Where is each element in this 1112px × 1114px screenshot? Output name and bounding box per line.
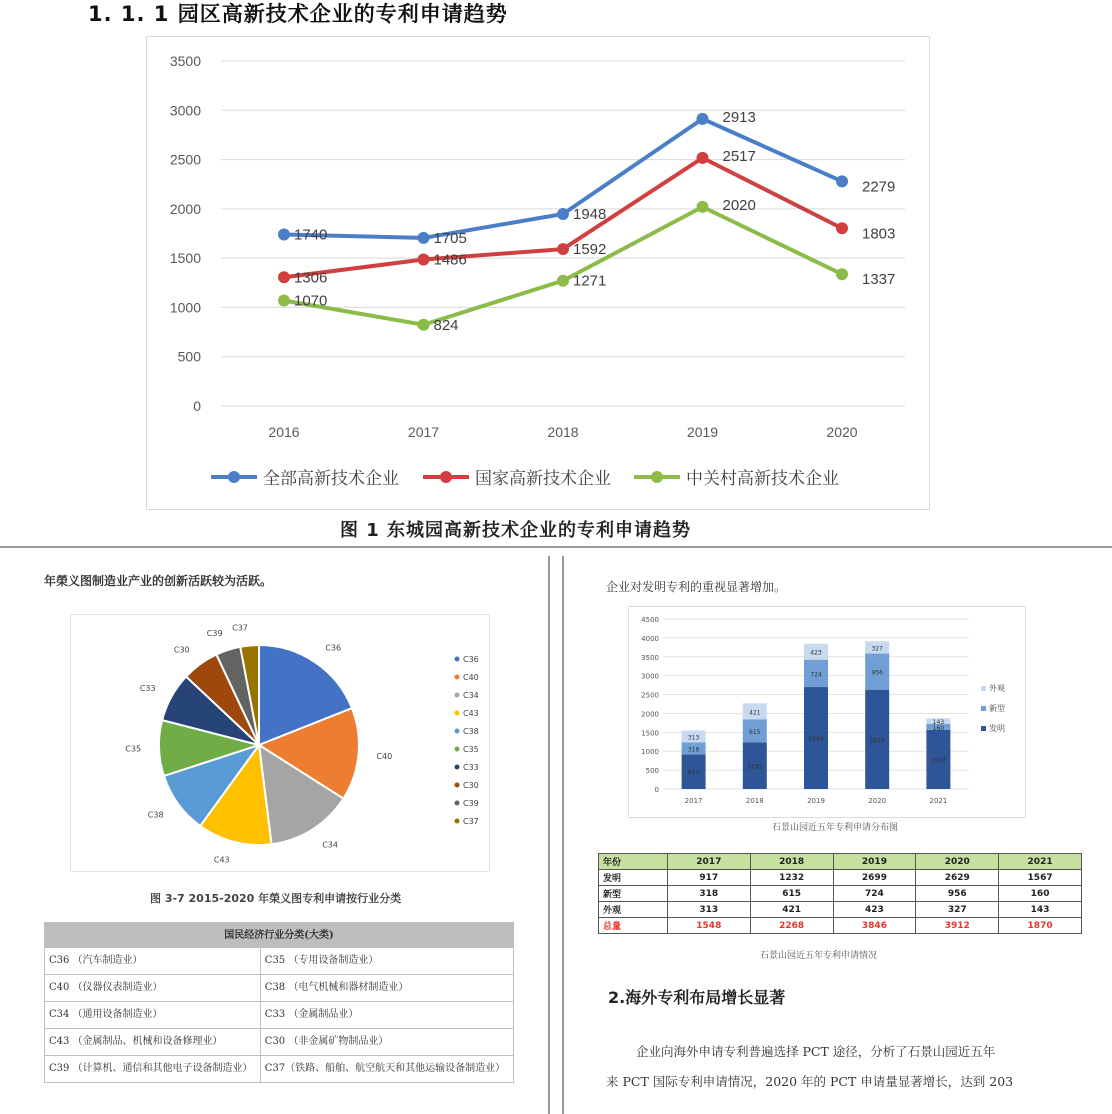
legend-label: C36 [463,655,479,664]
legend-marker [455,765,460,770]
data-label: 824 [433,316,459,334]
y-tick-label: 2500 [641,691,659,700]
legend-label: C35 [463,745,479,754]
table-cell: 3912 [916,918,999,934]
body-text-line-2: 来 PCT 国际专利申请情况，2020 年的 PCT 申请量显著增长，达到 203 [606,1074,1014,1089]
body-text-line-1: 企业向海外申请专利普遍选择 PCT 途径，分析了石景山园近五年 [636,1044,996,1059]
table-cell: 318 [667,886,750,902]
table-cell: 160 [999,886,1082,902]
header-cell: 2017 [667,854,750,870]
legend-label: 全部高新技术企业 [263,469,399,489]
y-tick-label: 4000 [641,634,659,643]
bar-value-label: 143 [932,719,945,727]
data-point [697,201,709,213]
data-label: 2913 [722,108,756,126]
header-cell: 2020 [916,854,999,870]
x-tick-label: 2016 [268,424,300,440]
table-header-row [599,854,1082,870]
x-tick-label: 2020 [826,424,858,440]
legend-label: C40 [463,673,479,682]
legend-label: 新型 [989,704,1005,713]
legend-label: 外观 [989,684,1005,693]
data-label: 2279 [862,178,896,196]
section-2-title: 2.海外专利布局增长显著 [608,988,786,1007]
header-cell: 年份 [599,854,668,870]
yearly-patent-table [598,853,1082,934]
legend-swatch-marker [228,471,240,483]
data-label: 1803 [862,225,896,243]
legend-marker [455,783,460,788]
legend-swatch-marker [651,471,663,483]
x-tick-label: 2017 [407,424,440,440]
legend-marker [455,747,460,752]
y-tick-label: 3500 [641,653,659,662]
y-tick-label: 2000 [641,710,659,719]
data-point [278,271,290,283]
table-cell: 313 [667,902,750,918]
table-cell: 2699 [833,870,916,886]
y-tick-label: 0 [193,398,201,414]
table-row [45,975,514,1002]
slice-label: C30 [173,645,190,655]
data-point [557,208,569,220]
top-panel [0,0,1112,548]
data-point [697,152,709,164]
legend-marker [455,693,460,698]
legend-label: C38 [463,727,479,736]
x-tick-label: 2021 [929,797,948,805]
data-label: 1948 [573,205,607,223]
slice-label: C40 [376,752,393,762]
data-point [418,254,430,266]
table-cell: 3846 [833,918,916,934]
table-row [45,1002,514,1029]
table-cell: C39 （计算机、通信和其他电子设备制造业） [45,1056,261,1083]
table-cell: 新型 [599,886,668,902]
data-point [836,175,848,187]
pie-chart [71,615,489,871]
bar-value-label: 327 [871,645,883,653]
slice-label: C34 [322,840,338,850]
table-row [45,1029,514,1056]
data-point [557,243,569,255]
bar-value-label: 160 [932,724,945,732]
legend-label: C39 [463,799,479,808]
industry-table-header: 国民经济行业分类(大类) [45,923,514,948]
x-tick-label: 2020 [868,797,887,805]
bar-value-label: 423 [810,649,822,657]
table-row [45,1056,514,1083]
slice-label: C33 [139,684,156,694]
table-row [599,902,1082,918]
data-label: 1271 [573,272,607,290]
legend-label: C43 [463,709,479,718]
table-cell: 327 [916,902,999,918]
slice-label: C39 [206,628,223,638]
slice-label: C36 [325,643,342,653]
bar-chart-frame [628,606,1026,818]
table-row [599,870,1082,886]
table-cell: 外观 [599,902,668,918]
slice-label: C37 [232,623,248,633]
y-tick-label: 3500 [169,53,201,69]
table-cell: 1567 [999,870,1082,886]
table-cell: C30 （非金属矿物制品业） [260,1029,513,1056]
data-point [836,222,848,234]
legend-marker [455,729,460,734]
table-cell: C34 （通用设备制造业） [45,1002,261,1029]
x-tick-label: 2017 [684,797,703,805]
table-cell: 总量 [599,918,668,934]
legend-marker [455,711,460,716]
legend-label: 中关村高新技术企业 [686,469,839,489]
bar-value-label: 318 [687,746,700,754]
table-cell: C35 （专用设备制造业） [260,948,513,975]
line-chart [147,37,929,509]
data-point [278,228,290,240]
y-tick-label: 1000 [169,299,201,316]
table-cell: 423 [833,902,916,918]
legend-swatch [981,706,986,711]
legend-label: 发明 [989,724,1005,733]
table-cell: 956 [916,886,999,902]
table-cell: 1548 [667,918,750,934]
data-point [418,232,430,244]
table-row [599,918,1082,934]
table-cell: C37（铁路、船舶、航空航天和其他运输设备制造业） [260,1056,513,1083]
slice-label: C38 [147,810,164,820]
table-cell: 143 [999,902,1082,918]
bar-value-label: 2699 [808,736,824,744]
y-tick-label: 1500 [641,729,659,738]
data-label: 1337 [862,271,896,289]
table-cell: C43 （金属制品、机械和设备修理业） [45,1029,261,1056]
legend-swatch [981,726,986,731]
legend-marker [455,801,460,806]
legend-label: C30 [463,781,479,790]
data-point [836,268,848,280]
bar-value-label: 917 [687,769,700,777]
header-cell: 2019 [833,854,916,870]
pie-chart-frame [70,614,490,872]
legend-marker [455,819,460,824]
legend-swatch [981,686,986,691]
legend-marker [455,657,460,662]
bar-value-label: 956 [871,669,883,677]
y-tick-label: 4500 [641,616,659,624]
table-cell: 615 [750,886,833,902]
table-cell: C40 （仪器仪表制造业） [45,975,261,1002]
bar-chart-caption: 石景山园近五年专利申请分布图 [772,823,899,833]
industry-table [44,922,514,1083]
table-cell: 1232 [750,870,833,886]
table-caption: 石景山园近五年专利申请情况 [760,951,878,961]
bar-value-label: 313 [687,734,700,742]
data-label: 2020 [722,196,756,214]
y-tick-label: 2000 [169,200,201,217]
data-label: 1070 [294,292,328,310]
data-label: 1486 [433,251,467,269]
bar-value-label: 2629 [869,737,885,745]
data-point [418,319,430,331]
figure-1-caption: 图 1 东城园高新技术企业的专利申请趋势 [340,520,692,541]
pie-chart-caption: 图 3-7 2015-2020 年榮义图专利申请按行业分类 [150,892,402,905]
bar-value-label: 615 [749,728,761,736]
horizontal-divider [0,546,1112,548]
data-point [697,113,709,125]
line-chart-frame [146,36,930,510]
table-row [45,948,514,975]
y-tick-label: 3000 [169,102,201,119]
legend-label: C37 [463,817,479,826]
y-tick-label: 1500 [169,250,201,267]
y-tick-label: 1000 [641,748,659,757]
series-line [284,119,842,238]
table-cell: 724 [833,886,916,902]
bar-value-label: 1232 [747,763,763,771]
header-cell: 2021 [999,854,1082,870]
y-tick-label: 3000 [641,672,659,681]
bar-chart [629,607,1025,817]
table-cell: C36 （汽车制造业） [45,948,261,975]
x-tick-label: 2019 [686,424,719,440]
table-cell: C38 （电气机械和器材制造业） [260,975,513,1002]
data-label: 1592 [573,241,607,259]
legend-swatch-marker [440,471,452,483]
slice-label: C35 [125,744,142,754]
left-intro-text: 年榮义图制造业产业的创新活跃较为活跃。 [44,574,273,588]
bar-value-label: 724 [810,671,822,679]
table-cell: 2268 [750,918,833,934]
y-tick-label: 0 [654,786,659,794]
y-tick-label: 2500 [169,151,201,168]
x-tick-label: 2019 [807,797,825,805]
bar-value-label: 1567 [930,757,947,765]
x-tick-label: 2018 [547,424,579,440]
table-cell: 421 [750,902,833,918]
data-label: 1306 [294,269,328,287]
legend-marker [455,675,460,680]
right-intro-text: 企业对发明专利的重视显著增加。 [606,580,787,594]
slice-label: C43 [213,855,230,865]
table-cell: C33 （金属制品业） [260,1002,513,1029]
x-tick-label: 2018 [745,797,764,805]
data-point [278,295,290,307]
table-cell: 1870 [999,918,1082,934]
y-tick-label: 500 [645,767,659,776]
data-label: 1705 [433,229,467,247]
bar-value-label: 421 [749,709,761,717]
y-tick-label: 500 [177,348,201,365]
legend-label: C34 [463,691,479,700]
section-title: 1. 1. 1 园区高新技术企业的专利申请趋势 [88,2,508,26]
data-label: 2517 [722,147,756,165]
legend-label: 国家高新技术企业 [475,469,611,489]
legend-label: C33 [463,763,479,772]
data-label: 1740 [294,226,328,244]
table-cell: 发明 [599,870,668,886]
table-cell: 917 [667,870,750,886]
data-point [557,275,569,287]
table-cell: 2629 [916,870,999,886]
header-cell: 2018 [750,854,833,870]
table-row [599,886,1082,902]
